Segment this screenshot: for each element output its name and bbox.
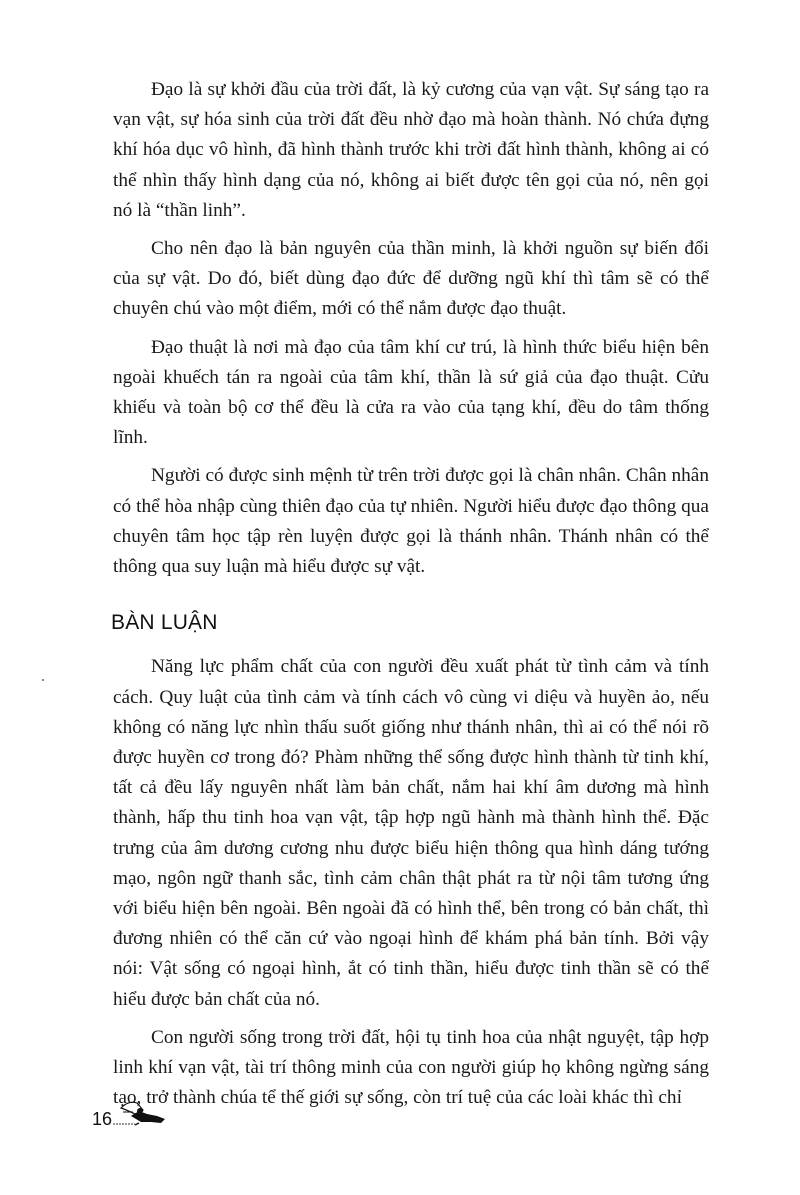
paragraph: Cho nên đạo là bản nguyên của thần minh, là khởi nguồn sự biến đổi của sự vật. Do đó, biết dùng đạo đức để dưỡng ngũ khí thì tâm sẽ có thể chuyên chú vào một điểm, mới có thể nắm được đạo thuật. bbox=[113, 238, 709, 320]
paragraph: Người có được sinh mệnh từ trên trời được gọi là chân nhân. Chân nhân có thể hòa nhập cùng thiên đạo của tự nhiên. Người hiểu được đạo thông qua chuyên tâm học tập rèn luyện được gọi là thánh nhân. Thánh nhân có thể thông qua suy luận mà hiểu được sự vật. bbox=[113, 465, 709, 578]
paragraph: Con người sống trong trời đất, hội tụ tinh hoa của nhật nguyệt, tập hợp linh khí vạn vật, tài trí thông minh của con người giúp họ không ngừng sáng tạo, trở thành chúa tể thế giới sự sống, còn trí tuệ của các loài khác thì chỉ bbox=[113, 1026, 709, 1109]
paragraph: Năng lực phẩm chất của con người đều xuất phát từ tình cảm và tính cách. Quy luật của tình cảm và tính cách vô cùng vi diệu và huyền ảo, nếu không có năng lực nhìn thấu suốt giống như thánh nhân, thì ai có thể nói rõ được huyền cơ trong đó? Phàm những thể sống được hình thành từ tinh khí, tất cả đều lấy nguyên nhất làm bản chất, nắm hai khí âm dương mà hình thành, hấp thu tinh hoa vạn vật, tập hợp ngũ hành mà thành hình thể. Đặc trưng của âm dương cương nhu được biểu hiện thông qua hình dáng tướng mạo, ngôn ngữ thanh sắc, tình cảm chân thật phát ra từ nội tâm tương ứng với biểu hiện bên ngoài. Bên ngoài đã có hình thể, bên trong có bản chất, thì đương nhiên có thể căn cứ vào ngoại hình để khám phá bản tính. Bởi vậy nói: Vật sống có ngoại hình, ắt có tinh thần, hiểu được tinh thần sẽ có thể hiểu được bản chất của nó. bbox=[113, 656, 709, 1010]
section-heading: BÀN LUẬN bbox=[111, 611, 218, 635]
page-number: 16 bbox=[92, 1109, 113, 1129]
book-page-body bbox=[113, 75, 709, 1122]
page-footer bbox=[92, 1098, 169, 1128]
paragraph: Đạo là sự khởi đầu của trời đất, là kỷ cương của vạn vật. Sự sáng tạo ra vạn vật, sự hóa sinh của trời đất đều nhờ đạo mà hoàn thành. Nó chứa đựng khí hóa dục vô hình, đã hình thành trước khi trời đất hình thành, không ai có thể nhìn thấy hình dạng của nó, không ai biết được tên gọi của nó, nên gọi nó là “thần linh”. bbox=[113, 79, 709, 221]
reclining-scholar-ornament-icon bbox=[113, 1098, 169, 1128]
scan-speck bbox=[42, 679, 44, 681]
paragraph: Đạo thuật là nơi mà đạo của tâm khí cư trú, là hình thức biểu hiện bên ngoài khuếch tán ra ngoài của tâm khí, thần là sứ giả của đạo thuật. Cửu khiếu và toàn bộ cơ thể đều là cửa ra vào của tạng khí, đều do tâm thống lĩnh. bbox=[113, 336, 709, 449]
